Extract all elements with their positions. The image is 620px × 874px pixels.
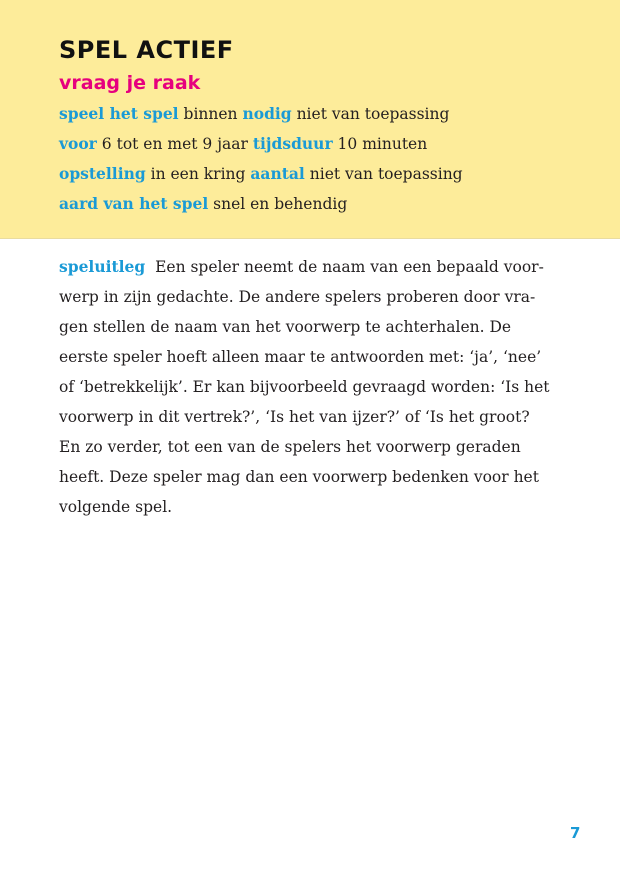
meta-value-for: 6 tot en met 9 jaar [101, 135, 248, 153]
explanation-line: heeft. Deze speler mag dan een voorwerp bedenken voor het [59, 468, 539, 486]
meta-value-play: binnen [183, 105, 238, 123]
meta-value-duration: 10 minuten [337, 135, 428, 153]
explanation-line [59, 252, 569, 282]
meta-row-type [59, 192, 347, 216]
meta-label-needed: nodig [242, 104, 292, 123]
page-number: 7 [570, 824, 581, 842]
meta-row-location [59, 102, 449, 126]
meta-value-needed: niet van toepassing [296, 105, 450, 123]
game-title: SPEL ACTIEF [59, 36, 234, 64]
explanation-line: of ‘betrekkelijk’. Er kan bijvoorbeeld gevraagd worden: ‘Is het [59, 378, 550, 396]
meta-value-count: niet van toepassing [309, 165, 463, 183]
meta-value-setup: in een kring [150, 165, 246, 183]
header-band [0, 0, 620, 239]
explanation-line: eerste speler hoeft alleen maar te antwoorden met: ‘ja’, ‘nee’ [59, 348, 542, 366]
explanation-line-text: Een speler neemt de naam van een bepaald voor- [155, 258, 544, 276]
meta-value-type: snel en behendig [213, 195, 348, 213]
meta-label-play: speel het spel [59, 104, 179, 123]
meta-label-count: aantal [250, 164, 305, 183]
game-explanation [59, 252, 569, 522]
meta-row-age [59, 132, 427, 156]
explanation-line: gen stellen de naam van het voorwerp te achterhalen. De [59, 318, 512, 336]
explanation-line: En zo verder, tot een van de spelers het voorwerp geraden [59, 438, 521, 456]
game-subtitle: vraag je raak [59, 72, 201, 94]
meta-label-type: aard van het spel [59, 194, 209, 213]
explanation-label: speluitleg [59, 257, 146, 276]
explanation-line: volgende spel. [59, 498, 173, 516]
meta-row-setup [59, 162, 463, 186]
meta-label-setup: opstelling [59, 164, 146, 183]
meta-label-for: voor [59, 134, 97, 153]
meta-label-duration: tijdsduur [252, 134, 333, 153]
explanation-line: werp in zijn gedachte. De andere spelers proberen door vra- [59, 288, 536, 306]
explanation-line: voorwerp in dit vertrek?’, ‘Is het van ijzer?’ of ‘Is het groot? [59, 408, 530, 426]
